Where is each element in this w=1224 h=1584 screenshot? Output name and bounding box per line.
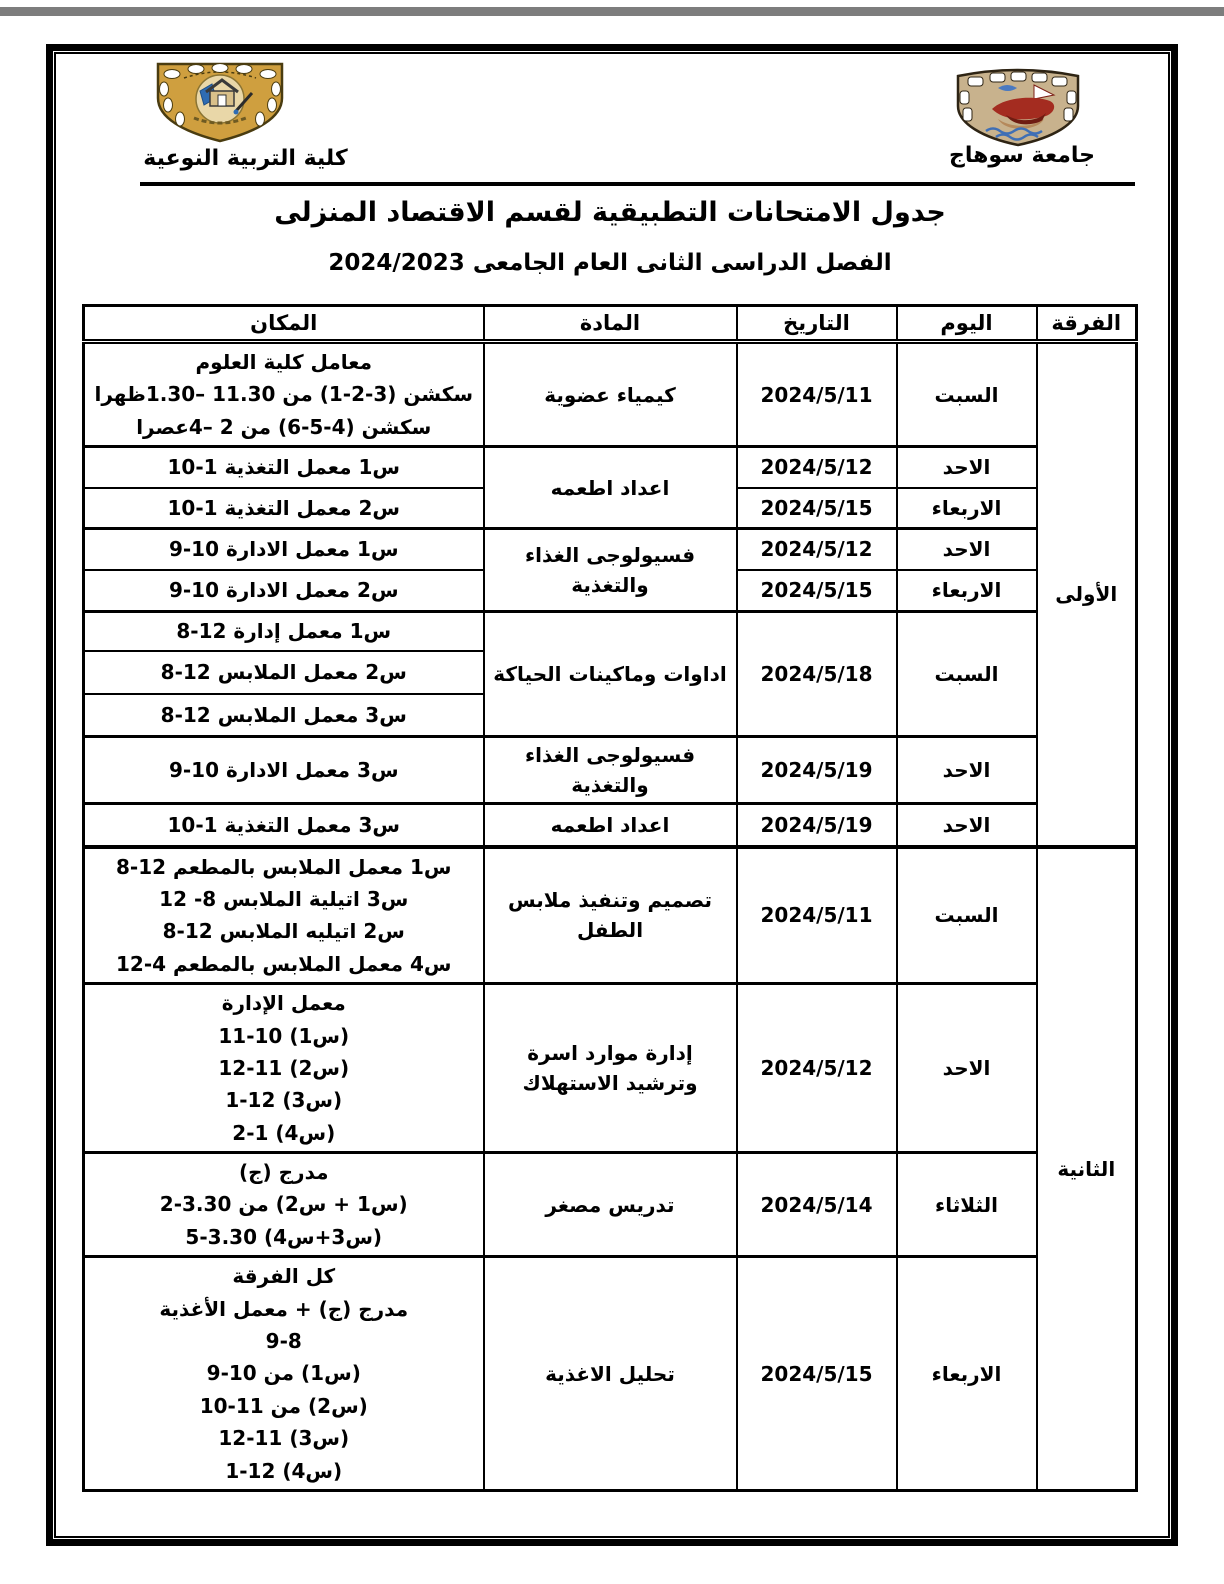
column-header-place: المكان <box>84 306 484 342</box>
location-line: معامل كلية العلوم <box>195 350 372 374</box>
day-cell: الاربعاء <box>897 570 1037 612</box>
table-header-row <box>84 306 1137 342</box>
faculty-caption: كلية التربية النوعية <box>143 146 348 171</box>
date-cell: 2024/5/15 <box>737 1257 897 1491</box>
location-line: (س4) 1-2 <box>232 1120 336 1145</box>
location-cell <box>84 488 484 529</box>
location-line: مدرج (ج) <box>238 1160 329 1185</box>
subject-cell: اعداد اطعمه <box>484 447 737 529</box>
schedule-row <box>84 1153 1137 1257</box>
location-line: (س1) من 10-9 <box>206 1361 361 1386</box>
column-header-subject: المادة <box>484 306 737 342</box>
location-line: (س3) 12-1 <box>225 1088 343 1113</box>
location-cell <box>84 694 484 737</box>
column-header-date: التاريخ <box>737 306 897 342</box>
location-cell <box>84 447 484 488</box>
date-cell: 2024/5/15 <box>737 488 897 529</box>
schedule-row <box>84 984 1137 1153</box>
schedule-row <box>84 1257 1137 1491</box>
schedule-row <box>84 804 1137 847</box>
location-line: س2 معمل التغذية 1-10 <box>167 495 400 520</box>
location-line: س2 معمل الملابس 12-8 <box>160 659 407 684</box>
location-line: (س2) من 11-10 <box>199 1393 368 1418</box>
day-cell: الاحد <box>897 984 1037 1153</box>
day-cell: الثلاثاء <box>897 1153 1037 1257</box>
date-cell: 2024/5/11 <box>737 342 897 447</box>
university-caption: جامعة سوهاج <box>949 143 1095 168</box>
location-line: س1 معمل التغذية 1-10 <box>167 455 400 480</box>
day-cell: الاحد <box>897 529 1037 570</box>
date-cell: 2024/5/12 <box>737 984 897 1153</box>
location-cell <box>84 737 484 804</box>
location-cell <box>84 1153 484 1257</box>
location-cell <box>84 651 484 694</box>
location-line: (س1 + س2) من 3.30-2 <box>159 1192 408 1217</box>
day-cell: السبت <box>897 612 1037 737</box>
subject-cell: اعداد اطعمه <box>484 804 737 847</box>
date-cell: 2024/5/12 <box>737 447 897 488</box>
day-cell: الاربعاء <box>897 1257 1037 1491</box>
location-line: (س3) 11-12 <box>218 1426 350 1451</box>
location-line: س3 معمل التغذية 1-10 <box>167 812 400 837</box>
day-cell: الاحد <box>897 804 1037 847</box>
grade-cell: الثانية <box>1037 847 1137 1491</box>
subject-cell: تحليل الاغذية <box>484 1257 737 1491</box>
schedule-row <box>84 529 1137 570</box>
location-line: س1 معمل الادارة 10-9 <box>168 537 399 562</box>
location-cell <box>84 847 484 984</box>
location-cell <box>84 1257 484 1491</box>
university-logo-icon <box>948 66 1088 152</box>
location-cell <box>84 612 484 651</box>
page-title: جدول الامتحانات التطبيقية لقسم الاقتصاد المنزلى <box>274 197 946 228</box>
location-line: مدرج (ج) + معمل الأغذية <box>159 1296 409 1321</box>
location-line: سكشن (3-2-1) من 11.30 –1.30ظهرا <box>94 382 474 407</box>
day-cell: الاحد <box>897 737 1037 804</box>
schedule-row <box>84 342 1137 447</box>
location-cell <box>84 529 484 570</box>
grade-cell: الأولى <box>1037 342 1137 847</box>
location-line: س3 اتيلية الملابس 8- 12 <box>159 886 409 911</box>
subject-cell: فسيولوجى الغذاء والتغذية <box>484 737 737 804</box>
location-line: (س2) 11-12 <box>218 1055 350 1080</box>
schedule-row <box>84 847 1137 984</box>
location-line: س1 معمل إدارة 12-8 <box>176 619 392 644</box>
schedule-row <box>84 612 1137 651</box>
location-line: 9-8 <box>265 1329 302 1354</box>
location-line: س3 معمل الادارة 10-9 <box>168 757 399 782</box>
page-subtitle: الفصل الدراسى الثانى العام الجامعى 2024/2023 <box>328 250 892 276</box>
location-line: س3 معمل الملابس 12-8 <box>160 702 407 727</box>
schedule-row <box>84 737 1137 804</box>
day-cell: الاحد <box>897 447 1037 488</box>
day-cell: السبت <box>897 847 1037 984</box>
day-cell: الاربعاء <box>897 488 1037 529</box>
date-cell: 2024/5/19 <box>737 804 897 847</box>
date-cell: 2024/5/12 <box>737 529 897 570</box>
location-cell <box>84 804 484 847</box>
subject-cell: تصميم وتنفيذ ملابس الطفل <box>484 847 737 984</box>
location-line: كل الفرقة <box>232 1264 336 1289</box>
scan-artifact-line <box>0 7 1224 16</box>
schedule-row <box>84 447 1137 488</box>
day-cell: السبت <box>897 342 1037 447</box>
location-line: س2 معمل الادارة 10-9 <box>168 578 399 603</box>
location-cell <box>84 342 484 447</box>
exam-schedule-table <box>82 304 1138 1492</box>
faculty-logo-icon <box>150 58 290 148</box>
location-line: (س4) 12-1 <box>225 1458 343 1483</box>
subject-cell: إدارة موارد اسرة وترشيد الاستهلاك <box>484 984 737 1153</box>
location-line: (س1) 10-11 <box>218 1023 350 1048</box>
location-line: معمل الإدارة <box>221 991 346 1016</box>
column-header-grade: الفرقة <box>1037 306 1137 342</box>
location-line: س4 معمل الملابس بالمطعم 4-12 <box>115 951 452 976</box>
subject-cell: فسيولوجى الغذاء والتغذية <box>484 529 737 612</box>
location-line: سكشن (4-5-6) من 2 –4عصرا <box>136 414 432 439</box>
column-header-day: اليوم <box>897 306 1037 342</box>
header-divider <box>140 182 1135 186</box>
schedule-table-body <box>84 342 1137 1491</box>
location-cell <box>84 984 484 1153</box>
subject-cell: تدريس مصغر <box>484 1153 737 1257</box>
location-cell <box>84 570 484 612</box>
date-cell: 2024/5/14 <box>737 1153 897 1257</box>
location-line: (س3+س4) 3.30-5 <box>185 1224 383 1249</box>
date-cell: 2024/5/15 <box>737 570 897 612</box>
subject-cell: كيمياء عضوية <box>484 342 737 447</box>
date-cell: 2024/5/18 <box>737 612 897 737</box>
location-line: س1 معمل الملابس بالمطعم 12-8 <box>115 854 452 879</box>
subject-cell: اداوات وماكينات الحياكة <box>484 612 737 737</box>
location-line: س2 اتيليه الملابس 12-8 <box>162 919 405 944</box>
date-cell: 2024/5/11 <box>737 847 897 984</box>
date-cell: 2024/5/19 <box>737 737 897 804</box>
